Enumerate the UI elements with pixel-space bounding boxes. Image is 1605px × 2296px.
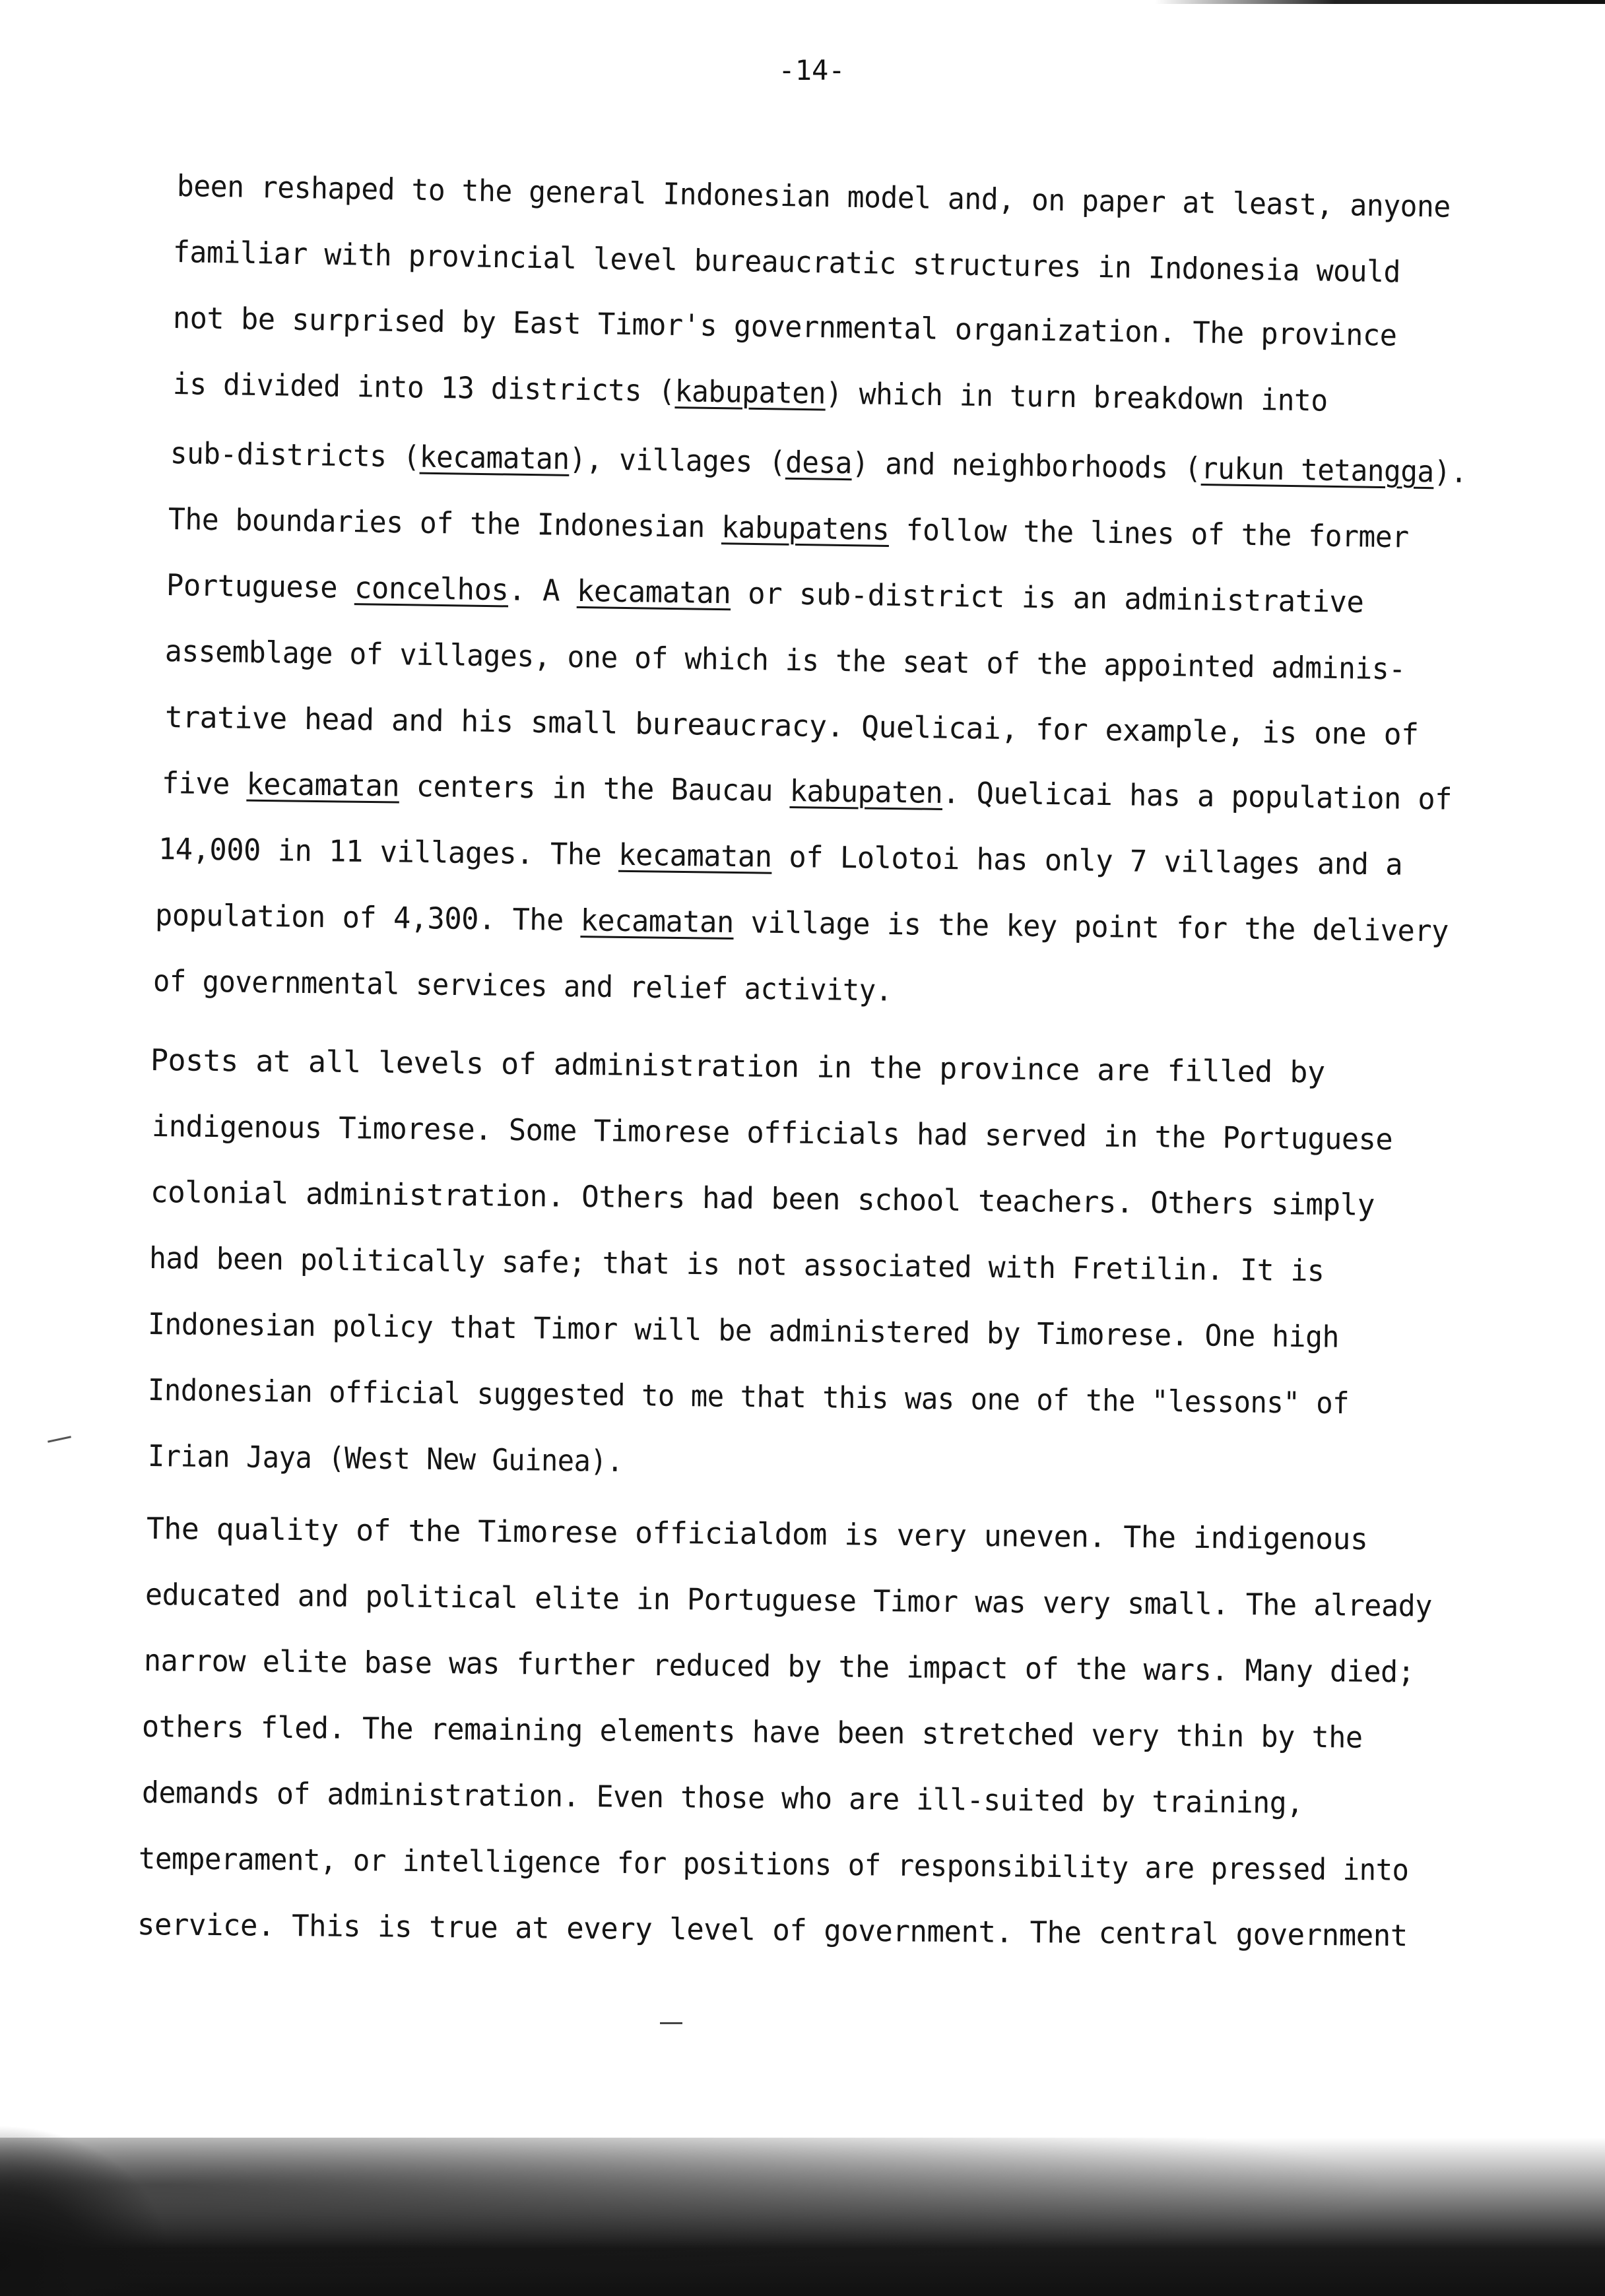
text-line [144,1643,1415,1689]
underlined-term: kecamatan [580,903,735,940]
scan-edge-mark [1155,0,1605,4]
text-segment: sub-districts ( [170,435,420,474]
text-line [152,1108,1393,1157]
text-segment: population of 4,300. The [154,897,581,938]
scan-dash-mark [660,2022,682,2024]
text-segment: 14,000 in 11 villages. The [158,831,619,872]
underlined-term: kabupaten [674,373,826,411]
underlined-term: kecamatan [246,766,400,804]
text-segment: been reshaped to the general Indonesian model and, on paper at least, anyone [176,168,1451,224]
text-line [142,1709,1363,1755]
text-segment: Indonesian policy that Timor will be administered by Timorese. One high [147,1306,1340,1355]
text-segment: centers in the Baucau [399,768,791,809]
text-segment: had been politically safe; that is not associated with Fretilin. It is [148,1240,1325,1289]
text-segment: assemblage of villages, one of which is the seat of the appointed adminis- [164,633,1406,687]
text-segment: or sub-district is an administrative [730,575,1364,620]
text-line [148,1438,624,1479]
underlined-term: concelhos [354,570,509,608]
text-segment: Portuguese [166,567,355,606]
text-line [148,1306,1339,1355]
text-segment: Indonesian official suggested to me that this was one of the "lessons" of [147,1372,1350,1421]
text-line [162,765,1453,817]
scan-bottom-shadow [0,2138,1605,2296]
underlined-term: kabupaten [789,773,943,810]
text-segment: village is the key point for the delivery [733,905,1449,949]
text-line [145,1577,1432,1624]
text-segment: The quality of the Timorese officialdom is very uneven. The indigenous [146,1511,1368,1557]
underlined-term: kabupatens [721,509,890,547]
page-number: -14- [778,54,845,86]
text-line [173,234,1401,289]
text-line [142,1775,1303,1820]
text-line [139,1841,1409,1888]
text-line [165,699,1419,752]
text-line [137,1907,1408,1953]
text-segment: educated and political elite in Portuguese Timor was very small. The already [145,1577,1433,1624]
text-segment: ) which in turn breakdown into [825,375,1328,418]
text-line [170,435,1468,490]
text-segment: trative head and his small bureaucracy. Quelicai, for example, is one of [164,699,1419,752]
text-segment: ), villages ( [569,441,786,480]
underlined-term: kecamatan [419,439,570,476]
text-line [173,300,1397,353]
text-line [158,831,1403,882]
text-segment: Irian Jaya (West New Guinea). [147,1438,624,1479]
text-segment: temperament, or intelligence for positions of responsibility are pressed into [138,1841,1409,1888]
text-segment: not be surprised by East Timor's governmental organization. The province [172,300,1397,353]
text-line [165,633,1406,686]
text-segment: . Quelicai has a population of [942,775,1453,817]
text-segment: follow the lines of the former [888,511,1410,555]
text-segment: ). [1433,454,1468,490]
text-segment: familiar with provincial level bureaucratic structures in Indonesia would [172,234,1401,290]
underlined-term: kecamatan [576,573,731,611]
text-line [149,1240,1325,1288]
text-line [153,963,892,1008]
underlined-term: rukun tetangga [1200,451,1435,490]
text-segment: of Lolotoi has only 7 villages and a [771,839,1403,882]
text-segment: indigenous Timorese. Some Timorese officials had served in the Portuguese [151,1108,1393,1157]
text-segment: of governmental services and relief activity. [152,963,892,1008]
text-segment: narrow elite base was further reduced by the impact of the wars. Many died; [143,1643,1415,1690]
text-segment: is divided into 13 districts ( [172,366,676,409]
underlined-term: desa [785,444,853,481]
text-segment: ) and neighborhoods ( [851,445,1202,486]
text-segment: colonial administration. Others had been school teachers. Others simply [150,1174,1375,1223]
text-segment: demands of administration. Even those who are ill-suited by training, [141,1775,1304,1821]
text-segment: Posts at all levels of administration in the province are filled by [150,1042,1325,1090]
text-line [150,1174,1375,1223]
text-segment: . A [508,572,577,608]
scan-corner-shadow [0,2124,172,2296]
text-line [168,501,1409,554]
text-line [150,1042,1325,1090]
margin-mark [48,1436,71,1442]
text-line [166,567,1364,620]
text-segment: five [161,765,247,802]
text-line [173,366,1328,418]
underlined-term: kecamatan [618,837,772,874]
text-line [177,168,1451,224]
text-line [147,1511,1368,1556]
text-segment: The boundaries of the Indonesian [168,501,722,545]
text-line [148,1372,1350,1420]
text-segment: service. This is true at every level of government. The central government [137,1907,1408,1954]
text-segment: others fled. The remaining elements have been stretched very thin by the [141,1709,1363,1755]
text-line [155,897,1449,949]
